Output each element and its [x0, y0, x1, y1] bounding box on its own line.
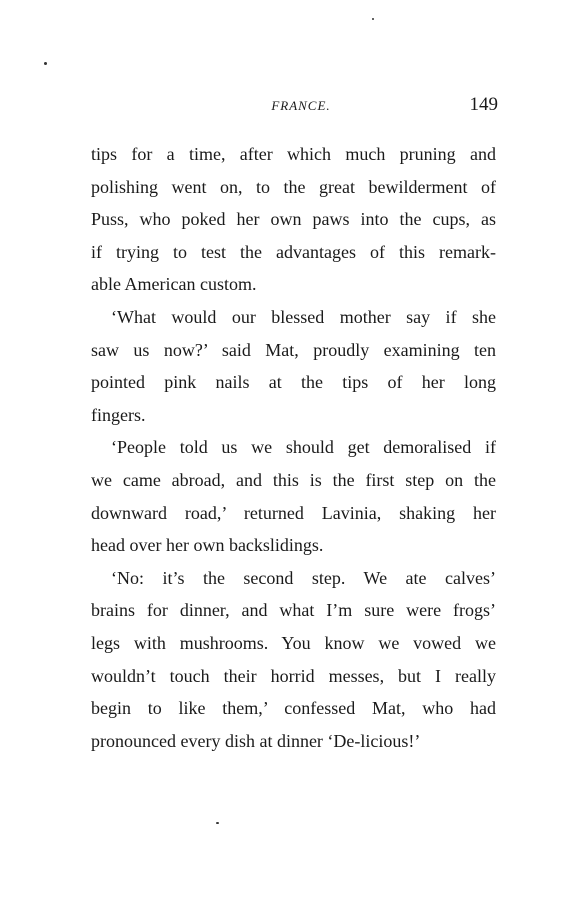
- text-line: legs with mushrooms. You know we vowed we: [91, 632, 496, 653]
- text-line: ‘People told us we should get demoralised if: [111, 437, 496, 458]
- running-head: FRANCE.: [271, 98, 331, 113]
- text-line: polishing went on, to the great bewilderment of: [91, 176, 496, 197]
- text-line: head over her own backslidings.: [91, 535, 324, 556]
- scan-speck: [216, 822, 219, 824]
- text-line: fingers.: [91, 404, 146, 425]
- body-text: [91, 138, 496, 757]
- paragraph: [91, 562, 496, 758]
- text-line: pronounced every dish at dinner ‘De-licious!’: [91, 730, 421, 751]
- page-header: [90, 94, 498, 120]
- text-line: we came abroad, and this is the first step on the: [91, 469, 496, 490]
- text-line: tips for a time, after which much pruning and: [91, 144, 496, 164]
- scan-speck: [372, 18, 374, 20]
- text-line: ‘No: it’s the second step. We ate calves’: [111, 567, 496, 588]
- text-line: begin to like them,’ confessed Mat, who had: [91, 698, 496, 719]
- text-line: ‘What would our blessed mother say if she: [111, 306, 496, 327]
- text-line: if trying to test the advantages of this remark-: [91, 241, 496, 262]
- text-line: able American custom.: [91, 274, 257, 295]
- text-line: pointed pink nails at the tips of her long: [91, 372, 496, 393]
- text-line: brains for dinner, and what I’m sure were frogs’: [91, 600, 496, 621]
- page-number: 149: [469, 94, 498, 115]
- paragraph: [91, 431, 496, 561]
- text-line: saw us now?’ said Mat, proudly examining ten: [91, 339, 496, 360]
- paragraph: [91, 301, 496, 431]
- text-line: downward road,’ returned Lavinia, shaking her: [91, 502, 496, 523]
- paragraph: [91, 138, 496, 301]
- text-line: Puss, who poked her own paws into the cups, as: [91, 209, 496, 230]
- text-line: wouldn’t touch their horrid messes, but I really: [91, 665, 496, 686]
- scan-speck: [44, 62, 47, 65]
